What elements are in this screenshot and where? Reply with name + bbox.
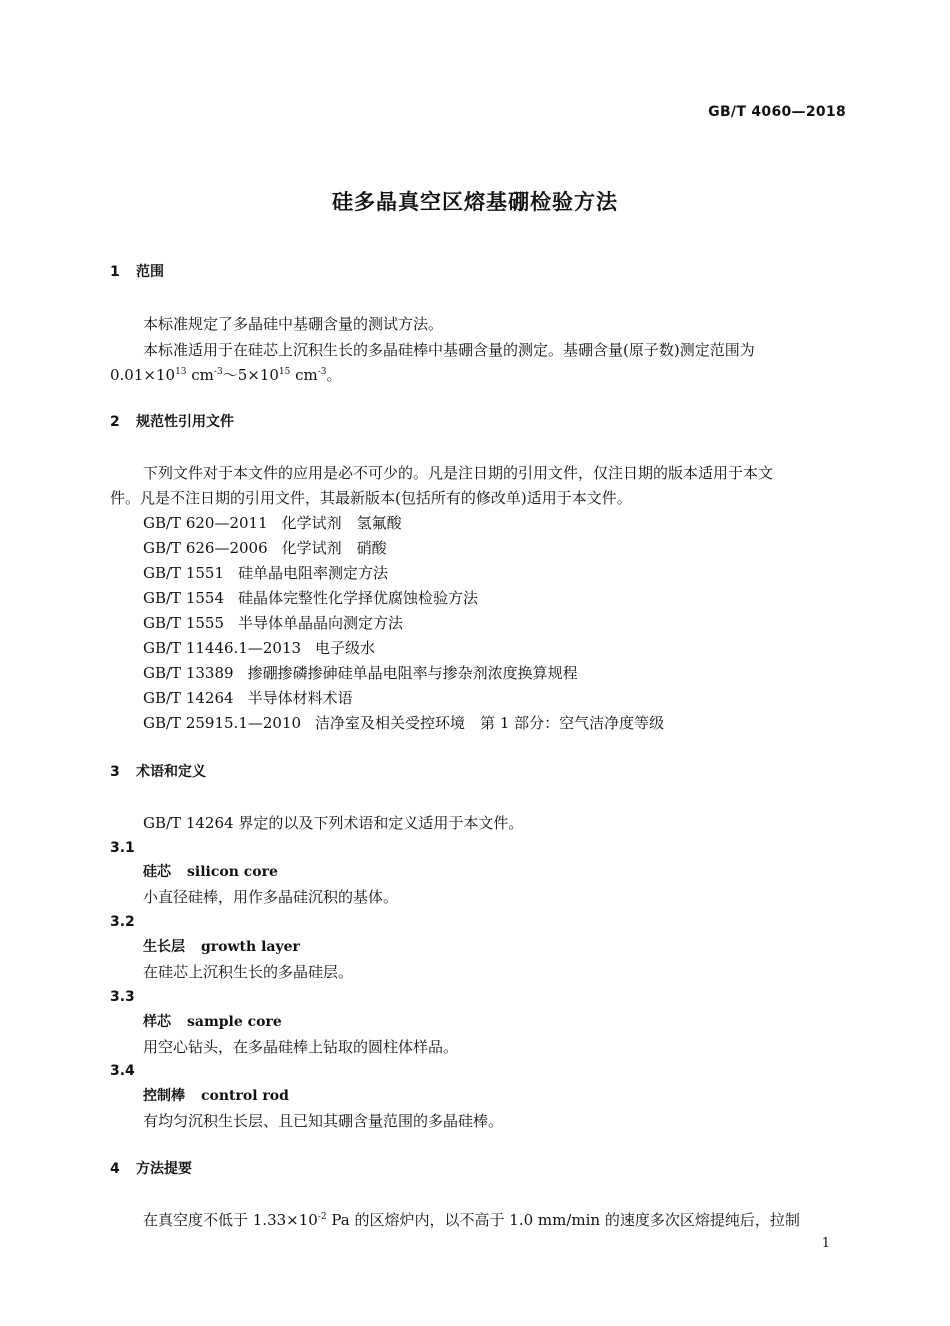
section-title: 术语和定义 [136, 764, 206, 780]
text-run: cm [290, 366, 318, 384]
section-4-heading [110, 1159, 192, 1179]
reference-title: 半导体材料术语 [247, 689, 353, 707]
paragraph: 本标准规定了多晶硅中基硼含量的测试方法。 [143, 315, 444, 333]
text-run: 在真空度不低于 1.33×10 [143, 1211, 318, 1229]
paragraph-continuation [110, 365, 342, 385]
term-number: 3.4 [110, 1063, 135, 1079]
section-number: 3 [110, 764, 120, 780]
reference-item [143, 713, 664, 733]
reference-item [143, 538, 387, 558]
term-entry [143, 1086, 289, 1106]
term-en: control rod [201, 1088, 289, 1104]
term-definition: 有均匀沉积生长层、且已知其硼含量范围的多晶硅棒。 [143, 1112, 504, 1130]
superscript: 13 [175, 367, 187, 377]
superscript: -2 [317, 1212, 327, 1222]
reference-code: GB/T 25915.1—2010 [143, 714, 302, 732]
section-title: 规范性引用文件 [136, 414, 234, 430]
term-en: silicon core [187, 864, 278, 880]
section-1-heading [110, 262, 164, 282]
section-number: 1 [110, 264, 120, 280]
term-definition: 在硅芯上沉积生长的多晶硅层。 [143, 963, 354, 981]
reference-title: 半导体单晶晶向测定方法 [238, 614, 404, 632]
term-number: 3.2 [110, 914, 135, 930]
section-number: 4 [110, 1161, 120, 1177]
page-number: 1 [821, 1236, 830, 1251]
term-en: growth layer [201, 939, 300, 955]
reference-code: GB/T 1555 [143, 614, 225, 632]
reference-title: 电子级水 [315, 639, 376, 657]
text-run: cm [186, 366, 214, 384]
term-definition: 小直径硅棒，用作多晶硅沉积的基体。 [143, 888, 399, 906]
section-2-heading [110, 412, 234, 432]
text-run: Pa 的区熔炉内，以不高于 1.0 mm/min 的速度多次区熔提纯后，拉制 [326, 1211, 800, 1229]
document-title: 硅多晶真空区熔基硼检验方法 [332, 190, 618, 214]
section-title: 方法提要 [136, 1161, 192, 1177]
standard-code: GB/T 4060—2018 [708, 104, 846, 120]
section-title: 范围 [136, 264, 164, 280]
reference-code: GB/T 620—2011 [143, 514, 268, 532]
term-zh: 硅芯 [143, 864, 171, 880]
term-number: 3.3 [110, 989, 135, 1005]
term-entry [143, 937, 300, 957]
paragraph-continuation: 件。凡是不注日期的引用文件，其最新版本(包括所有的修改单)适用于本文件。 [110, 489, 632, 507]
paragraph [143, 1210, 800, 1230]
superscript: -3 [317, 367, 327, 377]
reference-code: GB/T 13389 [143, 664, 234, 682]
paragraph: 下列文件对于本文件的应用是必不可少的。凡是注日期的引用文件，仅注日期的版本适用于本文 [143, 464, 774, 482]
text-run: 0.01×10 [110, 366, 176, 384]
reference-code: GB/T 1551 [143, 564, 225, 582]
text-run: 。 [326, 366, 342, 384]
term-entry [143, 862, 278, 882]
term-definition: 用空心钻头，在多晶硅棒上钻取的圆柱体样品。 [143, 1038, 459, 1056]
reference-item [143, 588, 478, 608]
reference-title: 化学试剂 硝酸 [281, 539, 387, 557]
term-zh: 控制棒 [143, 1088, 185, 1104]
reference-code: GB/T 626—2006 [143, 539, 268, 557]
paragraph: GB/T 14264 界定的以及下列术语和定义适用于本文件。 [143, 814, 524, 832]
reference-title: 掺硼掺磷掺砷硅单晶电阻率与掺杂剂浓度换算规程 [247, 664, 578, 682]
reference-code: GB/T 11446.1—2013 [143, 639, 302, 657]
text-run: ～5×10 [222, 366, 279, 384]
reference-item [143, 613, 403, 633]
reference-title: 洁净室及相关受控环境 第 1 部分：空气洁净度等级 [315, 714, 665, 732]
term-en: sample core [187, 1014, 282, 1030]
section-number: 2 [110, 414, 120, 430]
section-3-heading [110, 762, 206, 782]
reference-title: 硅晶体完整性化学择优腐蚀检验方法 [238, 589, 479, 607]
superscript: 15 [278, 367, 291, 377]
superscript: -3 [213, 367, 223, 377]
paragraph: 本标准适用于在硅芯上沉积生长的多晶硅棒中基硼含量的测定。基硼含量(原子数)测定范围为 [143, 341, 755, 359]
reference-item [143, 638, 375, 658]
reference-title: 硅单晶电阻率测定方法 [238, 564, 389, 582]
reference-code: GB/T 1554 [143, 589, 225, 607]
reference-item [143, 513, 402, 533]
term-entry [143, 1012, 282, 1032]
term-zh: 生长层 [143, 939, 185, 955]
term-zh: 样芯 [143, 1014, 171, 1030]
reference-item [143, 688, 353, 708]
reference-code: GB/T 14264 [143, 689, 234, 707]
reference-item [143, 663, 578, 683]
reference-title: 化学试剂 氢氟酸 [281, 514, 402, 532]
term-number: 3.1 [110, 840, 135, 856]
reference-item [143, 563, 388, 583]
